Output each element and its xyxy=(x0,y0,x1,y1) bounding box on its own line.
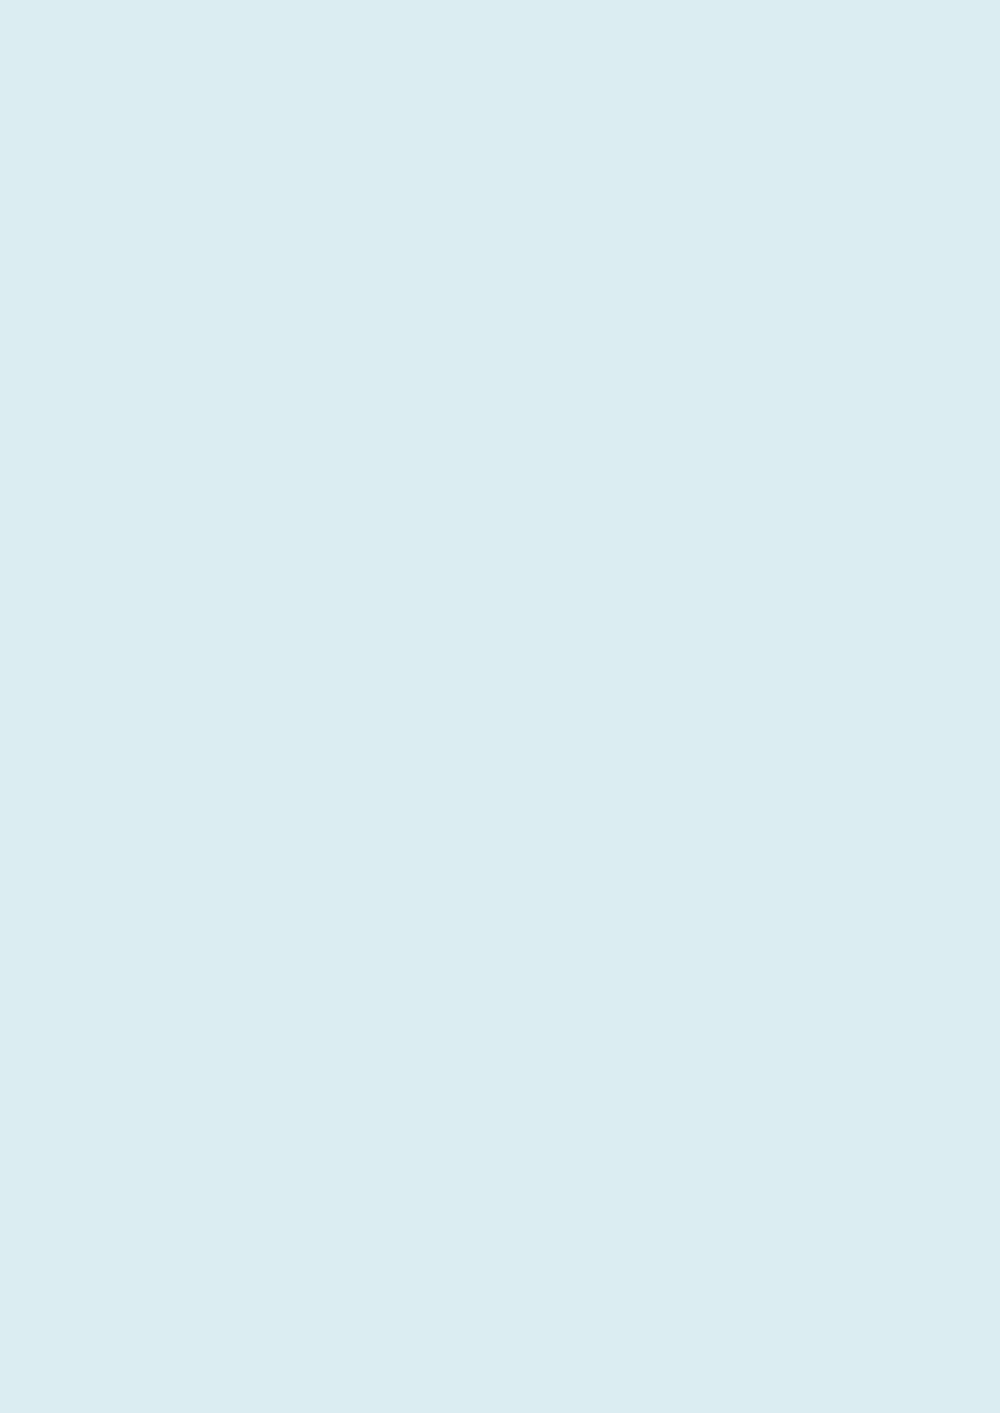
liveworksheets-logo[interactable] xyxy=(964,1382,992,1407)
logo-mark-letter xyxy=(977,1395,989,1407)
logo-mark-letter xyxy=(964,1382,976,1394)
logo-mark-icon xyxy=(964,1382,989,1407)
logo-mark-letter xyxy=(977,1382,989,1394)
logo-mark-letter xyxy=(964,1395,976,1407)
